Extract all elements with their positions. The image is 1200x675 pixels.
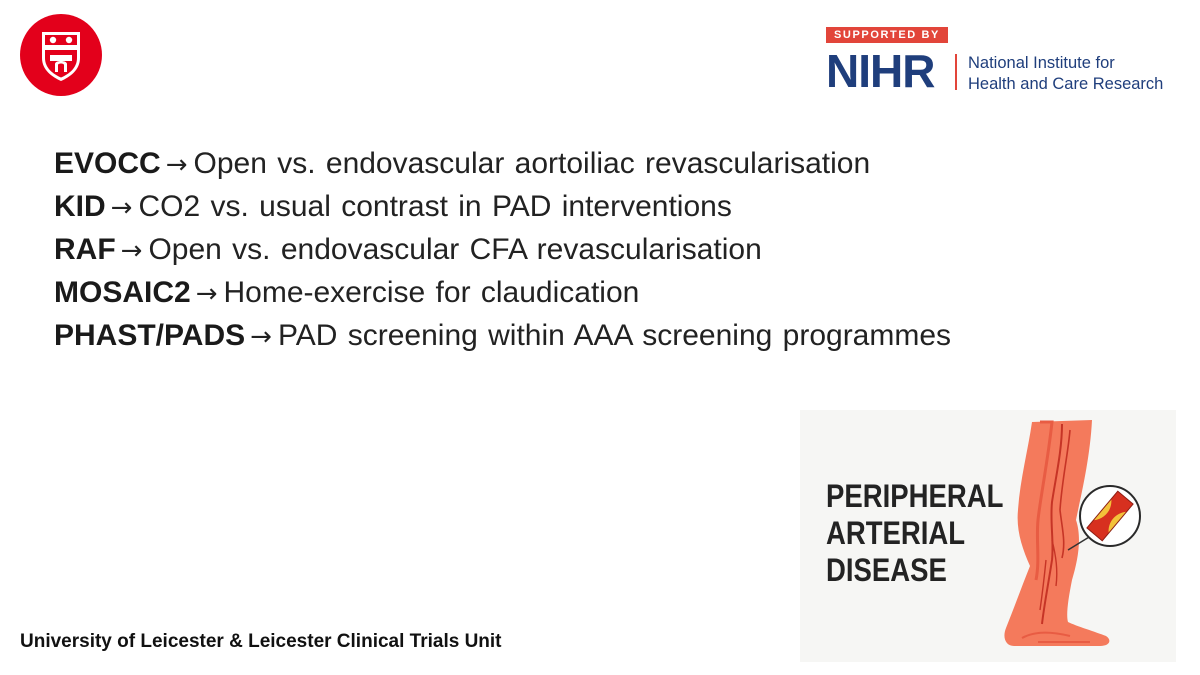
nihr-logo [826,27,1182,99]
arrow-right-icon: → [195,279,218,309]
arrow-right-icon: → [250,322,272,352]
nihr-divider [955,54,957,90]
nihr-wordmark: NIHR [826,45,935,97]
arrow-right-icon: → [165,150,188,180]
trial-description: CO2 vs. usual contrast in PAD interventions [138,190,732,223]
trial-name: EVOCC [54,147,161,180]
nihr-name-line1: National Institute for [968,54,1115,72]
trial-name: MOSAIC2 [54,276,191,309]
pad-title-line3: DISEASE [826,552,947,588]
trial-description: Home-exercise for claudication [223,276,640,309]
university-shield-icon [20,14,102,96]
trial-item-evocc [54,143,951,186]
trial-description: Open vs. endovascular aortoiliac revascularisation [193,147,871,180]
nihr-full-name [968,53,1163,95]
trial-item-raf [54,229,951,272]
trial-name: KID [54,190,106,223]
pad-title [826,478,1003,589]
trial-item-mosaic2 [54,272,951,315]
trial-name: RAF [54,233,116,266]
supported-by-badge: SUPPORTED BY [826,27,948,43]
trial-item-phast-pads [54,315,951,358]
trials-list [54,143,951,358]
university-logo [20,14,102,96]
footer-affiliation: University of Leicester & Leicester Clinical Trials Unit [20,631,502,652]
pad-title-line1: PERIPHERAL [826,478,1004,514]
trial-description: Open vs. endovascular CFA revascularisation [148,233,762,266]
arrow-right-icon: → [110,193,133,223]
pad-title-line2: ARTERIAL [826,515,966,551]
trial-name: PHAST/PADS [54,319,246,352]
arrow-right-icon: → [120,236,143,266]
nihr-name-line2: Health and Care Research [968,75,1164,93]
pad-illustration [800,410,1176,662]
trial-item-kid [54,186,951,229]
trial-description: PAD screening within AAA screening programmes [277,319,952,352]
